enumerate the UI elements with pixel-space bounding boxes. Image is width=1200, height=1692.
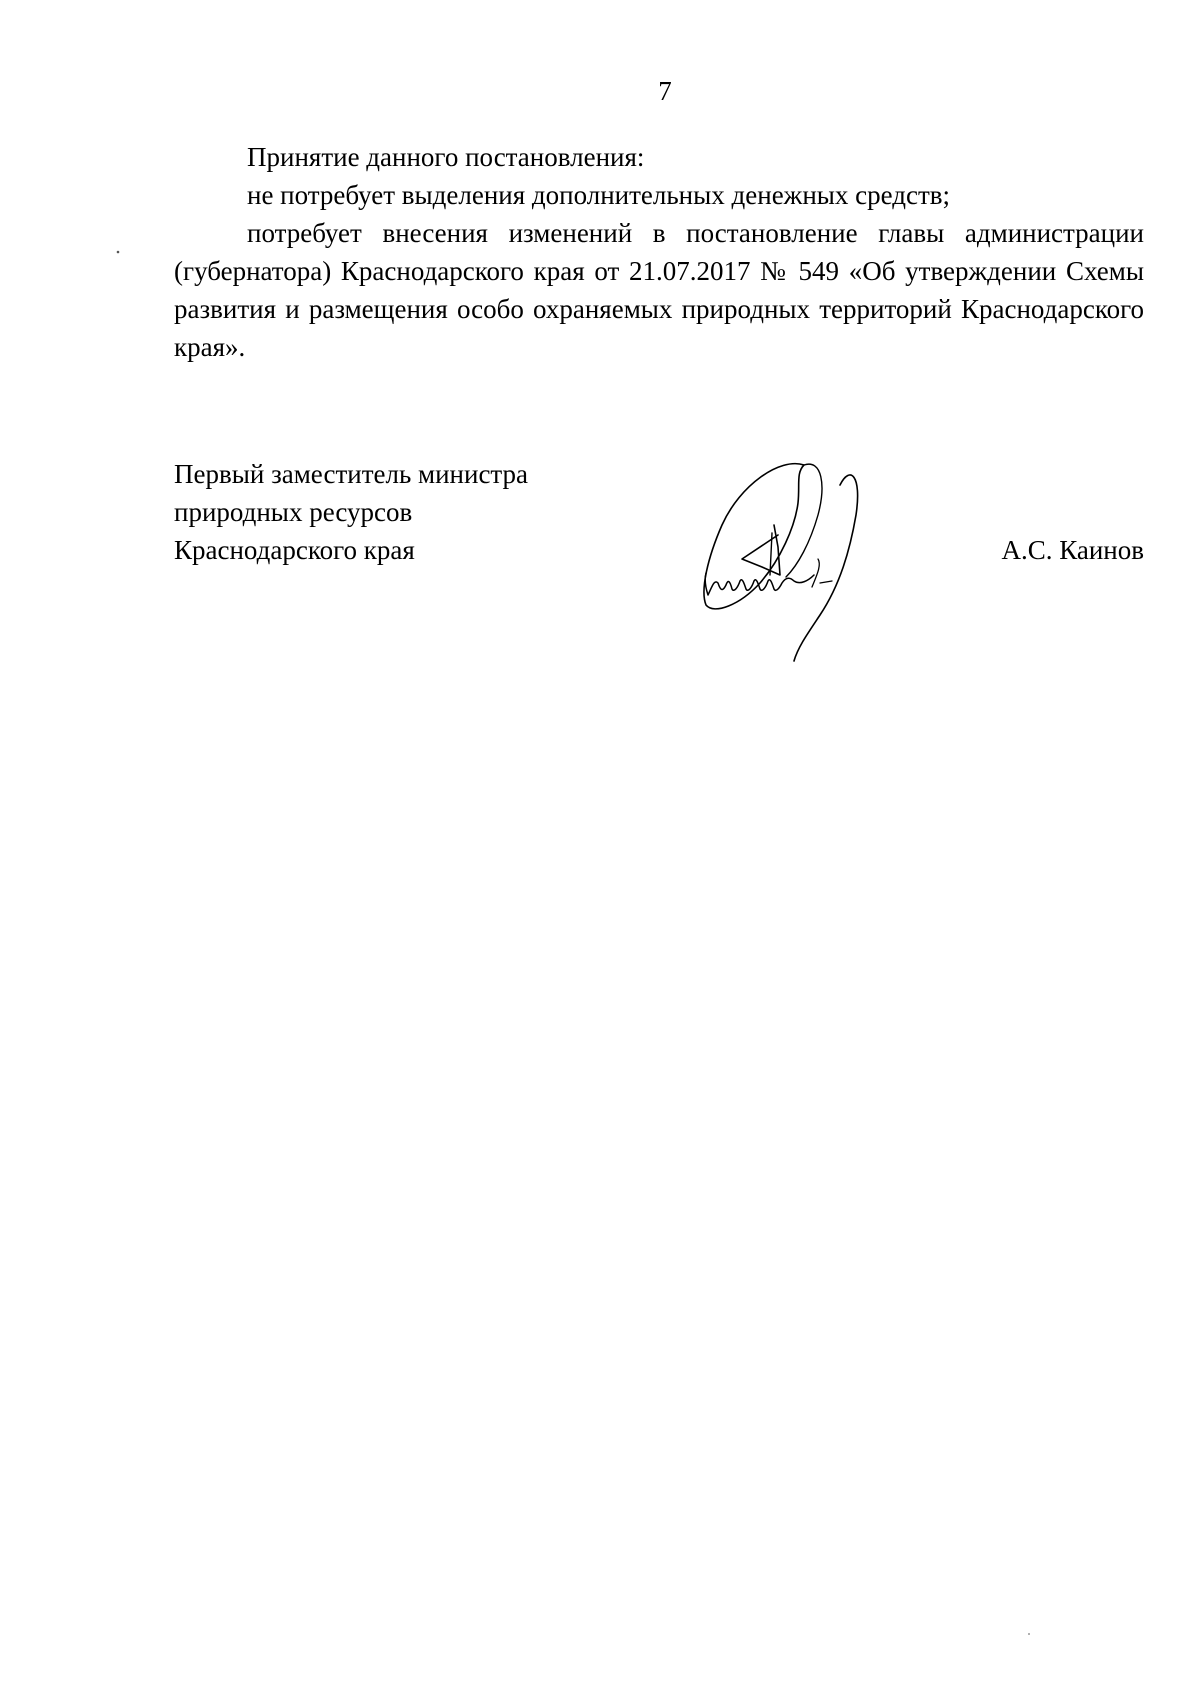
position-line: природных ресурсов xyxy=(174,497,413,527)
signatory-position xyxy=(174,455,594,569)
signer-name: А.С. Каинов xyxy=(1001,535,1144,565)
position-line: Первый заместитель министра xyxy=(174,459,529,489)
scan-speck xyxy=(1028,1633,1030,1635)
paragraph: потребует внесения изменений в постановление главы администрации (губернатора) Краснодарского края от 21.07.2017 № 549 «Об утверждении Схемы развития и размещения особо охраняемых природных территорий Краснодарского края». xyxy=(174,218,1144,362)
page-number: 7 xyxy=(658,76,672,106)
position-line: Краснодарского края xyxy=(174,535,415,565)
paragraph: Принятие данного постановления: xyxy=(247,142,645,172)
scan-speck xyxy=(117,251,120,254)
paragraph: не потребует выделения дополнительных денежных средств; xyxy=(247,180,951,210)
body-text xyxy=(174,138,1144,366)
handwritten-signature xyxy=(700,455,870,680)
